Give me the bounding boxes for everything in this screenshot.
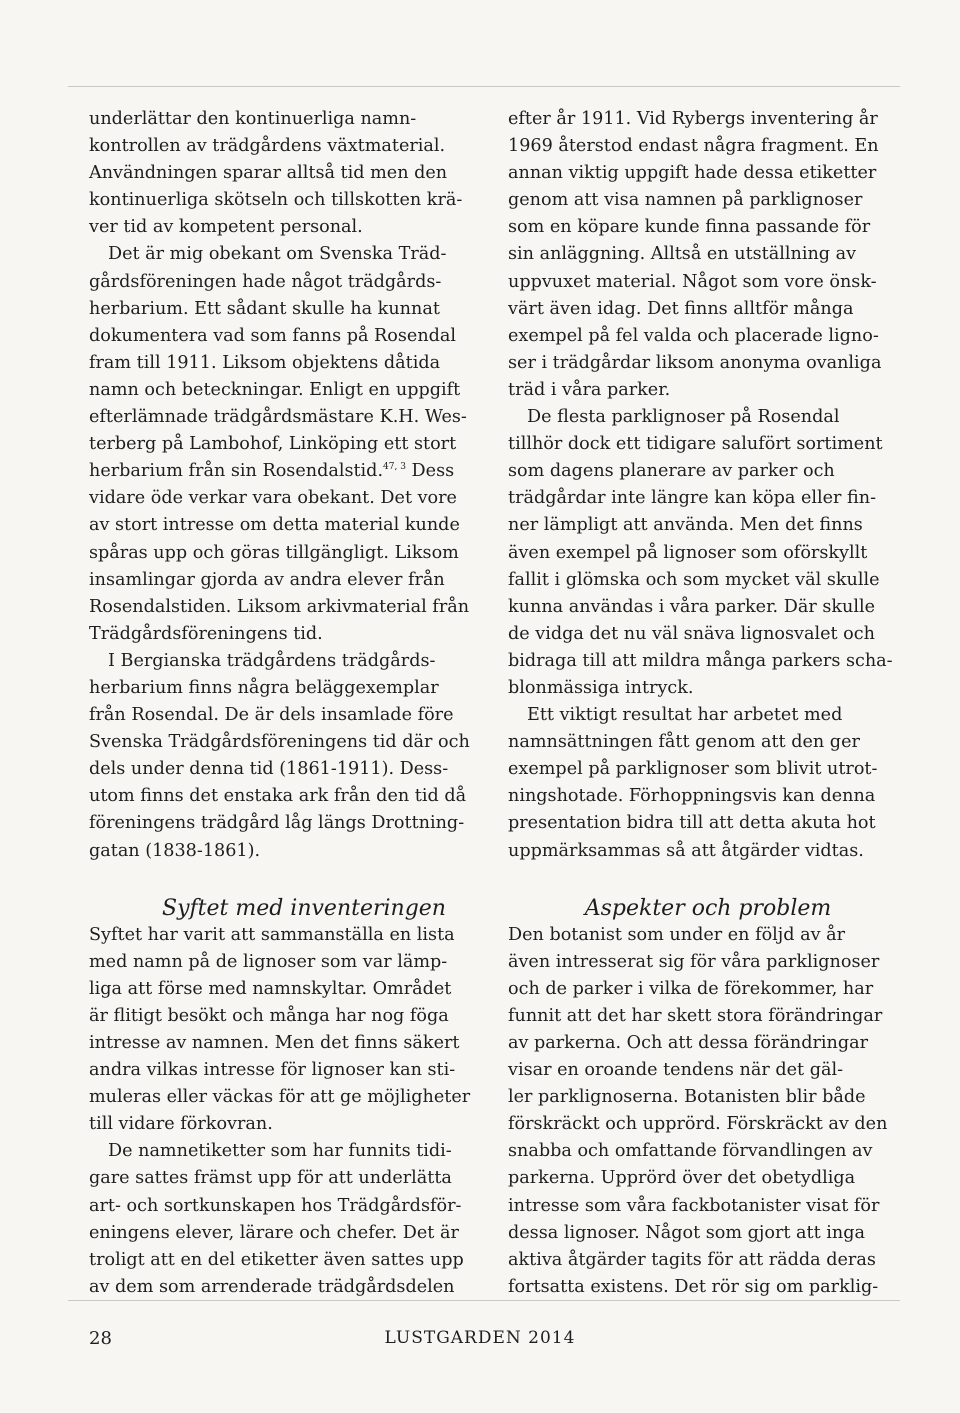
text-line: efterlämnade trädgårdsmästare K.H. Wes- [89, 407, 467, 428]
text-line: av dem som arrenderade trädgårdsdelen [89, 1276, 455, 1297]
text-line: gare sattes främst upp för att underlätta [89, 1168, 452, 1189]
text-line: Svenska Trädgårdsföreningens tid där och [89, 732, 470, 753]
text-line: gårdsföreningen hade något trädgårds- [89, 271, 442, 292]
text-line: från Rosendal. De är dels insamlade före [89, 705, 454, 726]
text-line: vidare öde verkar vara obekant. Det vore [89, 488, 457, 509]
text-line: De flesta parklignoser på Rosendal [527, 407, 840, 428]
text-line: intresse av namnen. Men det finns säkert [89, 1033, 460, 1053]
text-line: namn och beteckningar. Enligt en uppgift [89, 379, 461, 400]
text-line: av stort intresse om detta material kunde [89, 515, 460, 536]
text-line: Trädgårdsföreningens tid. [89, 623, 323, 644]
paragraph [89, 648, 489, 865]
paragraph [89, 106, 489, 241]
text-line: insamlingar gjorda av andra elever från [89, 569, 445, 590]
text-line: 1969 återstod endast några fragment. En [508, 136, 879, 157]
text-line: I Bergianska trädgårdens trädgårds- [108, 650, 436, 671]
paragraph [508, 702, 908, 865]
text-line: intresse som våra fackbotanister visat för [508, 1195, 880, 1216]
right-column [508, 106, 908, 1301]
text-line: genom att visa namnen på parklignoser [508, 190, 863, 211]
text-line: muleras eller väckas för att ge möjligheter [89, 1087, 471, 1108]
text-line: Ett viktigt resultat har arbetet med [527, 705, 843, 726]
text-line: Det är mig obekant om Svenska Träd- [108, 244, 447, 265]
text-line: aktiva åtgärder tagits för att rädda deras [508, 1249, 876, 1270]
text-line: annan viktig uppgift hade dessa etiketter [508, 163, 877, 184]
page-number: 28 [89, 1328, 112, 1349]
paragraph [89, 485, 489, 648]
text-line: efter år 1911. Vid Rybergs inventering år [508, 109, 878, 129]
text-line: Rosendalstiden. Liksom arkivmaterial från [89, 596, 470, 617]
text-line: exempel på fel valda och placerade ligno- [508, 325, 879, 346]
text-line: herbarium finns några beläggexemplar [89, 677, 439, 698]
text-line: kunna användas i våra parker. Där skulle [508, 596, 876, 617]
paragraph [508, 404, 908, 702]
text-line: som dagens planerare av parker och [508, 461, 835, 482]
text-line: liga att förse med namnskyltar. Området [89, 978, 452, 999]
text-line: trädgårdar inte längre kan köpa eller fin- [508, 488, 877, 509]
text-line: kontinuerliga skötseln och tillskotten krä- [89, 190, 463, 211]
text-line: träd i våra parker. [508, 379, 671, 400]
text-line: uppvuxet material. Något som vore önsk- [508, 271, 877, 292]
text-line: föreningens trädgård låg längs Drottning- [89, 813, 465, 834]
paragraph [89, 922, 489, 1139]
text-line: ner lämpligt att använda. Men det finns [508, 515, 863, 536]
text-line: är flitigt besökt och många har nog föga [89, 1005, 449, 1026]
text-line: ningshotade. Förhoppningsvis kan denna [508, 786, 876, 807]
text-line: sin anläggning. Alltså en utställning av [508, 244, 857, 265]
text-line: spåras upp och göras tillgängligt. Liksom [89, 542, 459, 563]
text-run: Dess [405, 461, 455, 482]
text-line: andra vilkas intresse för lignoser kan sti- [89, 1060, 456, 1081]
text-line: uppmärksammas så att åtgärder vidtas. [508, 840, 864, 861]
text-line: till vidare förkovran. [89, 1114, 273, 1135]
footnote-reference: 47, 3 [383, 462, 406, 473]
text-line: bidraga till att mildra många parkers scha- [508, 650, 893, 671]
text-line: herbarium. Ett sådant skulle ha kunnat [89, 298, 440, 319]
paragraph [89, 241, 489, 458]
paragraph [508, 106, 908, 404]
footnote-line [89, 458, 489, 485]
text-line: av parkerna. Och att dessa förändringar [508, 1033, 869, 1053]
text-line: terberg på Lambohof, Linköping ett stort [89, 434, 457, 455]
text-line: förskräckt och upprörd. Förskräckt av den [508, 1114, 888, 1135]
text-line: de vidga det nu väl snäva lignosvalet och [508, 623, 875, 644]
text-line: kontrollen av trädgårdens växtmaterial. [89, 136, 446, 157]
text-line: troligt att en del etiketter även sattes upp [89, 1249, 464, 1270]
text-line: visar en oroande tendens när det gäl- [508, 1060, 844, 1081]
text-line: Den botanist som under en följd av år [508, 924, 846, 945]
text-line: tillhör dock ett tidigare salufört sortiment [508, 434, 883, 455]
text-line: värt även idag. Det finns alltför många [508, 298, 854, 319]
text-line: presentation bidra till att detta akuta hot [508, 813, 876, 834]
text-line: fram till 1911. Liksom objektens dåtida [89, 352, 441, 373]
paragraph [508, 922, 908, 1301]
text-line: fallit i glömska och som mycket väl skulle [508, 569, 880, 590]
running-footer: LUSTGARDEN 2014 [384, 1328, 576, 1348]
text-line: De namnetiketter som har funnits tidi- [108, 1141, 452, 1162]
text-line: Syftet har varit att sammanställa en lista [89, 924, 455, 945]
text-line: ler parklignoserna. Botanisten blir både [508, 1087, 866, 1108]
text-line: gatan (1838-1861). [89, 840, 261, 861]
section-heading: Syftet med inventeringen [162, 895, 446, 921]
text-line: dokumentera vad som fanns på Rosendal [89, 325, 457, 346]
text-line: Användningen sparar alltså tid men den [89, 163, 448, 184]
text-line: snabba och omfattande förvandlingen av [508, 1141, 873, 1162]
text-line: ser i trädgårdar liksom anonyma ovanliga [508, 352, 882, 373]
text-line: art- och sortkunskapen hos Trädgårdsför- [89, 1195, 462, 1216]
text-line: utom finns det enstaka ark från den tid då [89, 786, 467, 807]
text-line: parkerna. Upprörd över det obetydliga [508, 1168, 856, 1189]
text-line: underlättar den kontinuerliga namn- [89, 109, 417, 129]
text-line: även intresserat sig för våra parklignoser [508, 951, 880, 972]
top-rule [68, 86, 900, 87]
left-column [89, 106, 489, 1301]
section-heading: Aspekter och problem [584, 895, 832, 921]
text-line: dels under denna tid (1861-1911). Dess- [89, 759, 449, 780]
text-line: ver tid av kompetent personal. [89, 217, 363, 238]
bottom-rule [68, 1300, 900, 1301]
text-line: namnsättningen fått genom att den ger [508, 732, 860, 753]
text-run: herbarium från sin Rosendalstid. [89, 461, 384, 482]
text-line: som en köpare kunde finna passande för [508, 217, 871, 238]
text-line: fortsatta existens. Det rör sig om parklig- [508, 1276, 879, 1297]
text-line: eningens elever, lärare och chefer. Det är [89, 1222, 459, 1243]
text-line: funnit att det har skett stora förändringar [508, 1005, 883, 1026]
paragraph [89, 1138, 489, 1301]
text-line: även exempel på lignoser som oförskyllt [508, 542, 868, 563]
text-line: blonmässiga intryck. [508, 677, 694, 698]
text-line: exempel på parklignoser som blivit utrot- [508, 759, 878, 780]
text-line: med namn på de lignoser som var lämp- [89, 951, 448, 972]
text-line: dessa lignoser. Något som gjort att inga [508, 1222, 865, 1243]
text-line: och de parker i vilka de förekommer, har [508, 978, 874, 999]
